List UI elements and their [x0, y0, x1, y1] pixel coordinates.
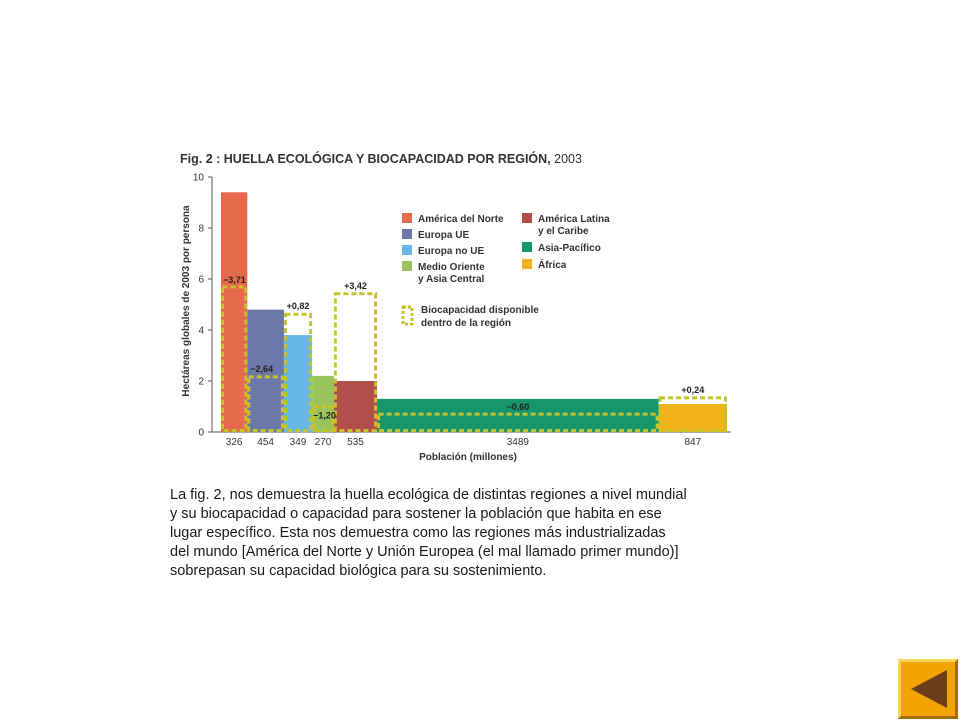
legend-swatch-b-0 [522, 213, 532, 223]
y-tick-label: 2 [198, 376, 204, 388]
delta-label-4: +3,42 [344, 280, 367, 291]
y-tick-label: 10 [192, 172, 204, 184]
caption-line: La fig. 2, nos demuestra la huella ecológica de distintas regiones a nivel mundial [170, 487, 687, 503]
legend-biocapacity-swatch [403, 307, 412, 324]
legend-swatch-b-2 [522, 259, 532, 269]
figure-title-main: : HUELLA ECOLÓGICA Y BIOCAPACIDAD POR REGIÓN, [212, 152, 551, 166]
y-tick-label: 6 [198, 274, 204, 286]
figure-title-year: 2003 [550, 152, 582, 166]
caption-line: y su biocapacidad o capacidad para sostener la población que habita en ese [170, 506, 662, 522]
legend [402, 213, 610, 329]
legend-swatch-b-1 [522, 242, 532, 252]
caption-line: del mundo [América del Norte y Unión Europea (el mal llamado primer mundo)] [170, 544, 679, 560]
legend-label-a-3-line1: Medio Oriente [418, 262, 485, 273]
bar-6 [659, 404, 727, 432]
legend-label-a-0: América del Norte [418, 214, 504, 225]
delta-label-2: +0,82 [286, 301, 310, 312]
delta-label-1: −2,64 [250, 363, 274, 374]
x-tick-label-5: 3489 [506, 437, 529, 448]
figure-title [180, 151, 582, 166]
triangle-left-icon [901, 662, 955, 716]
caption-line: lugar específico. Esta nos demuestra como las regiones más industrializadas [170, 525, 666, 541]
legend-label-b-0-line2: y el Caribe [538, 226, 589, 237]
legend-swatch-a-0 [402, 213, 412, 223]
y-axis-title: Hectáreas globales de 2003 por persona [181, 205, 192, 397]
x-axis-title: Población (millones) [419, 452, 517, 463]
delta-label-6: +0,24 [681, 384, 705, 395]
x-tick-label-0: 326 [225, 437, 243, 448]
legend-biocapacity-label-line2: dentro de la región [421, 318, 512, 329]
legend-label-a-3-line2: y Asia Central [418, 274, 485, 285]
y-tick-label: 0 [198, 427, 204, 439]
ecological-footprint-chart [170, 140, 770, 470]
legend-swatch-a-3 [402, 261, 412, 271]
x-tick-labels [226, 437, 702, 448]
back-button[interactable] [898, 659, 958, 719]
legend-label-b-0-line1: América Latina [538, 214, 610, 225]
x-tick-label-2: 349 [289, 437, 307, 448]
caption-paragraph [170, 486, 770, 581]
legend-swatch-a-2 [402, 245, 412, 255]
legend-label-a-2: Europa no UE [418, 246, 485, 257]
legend-label-b-2: África [538, 260, 567, 271]
bar-3 [312, 376, 334, 432]
legend-swatch-a-1 [402, 229, 412, 239]
bar-4 [334, 381, 377, 432]
delta-label-3: −1,20 [313, 410, 336, 421]
bar-0 [221, 192, 247, 432]
y-tick-label: 4 [198, 325, 204, 337]
x-tick-label-3: 270 [314, 437, 332, 448]
delta-label-5: −0,60 [506, 402, 530, 413]
delta-label-0: −3,71 [223, 274, 246, 285]
x-tick-label-4: 535 [347, 437, 364, 448]
bar-2 [284, 335, 312, 432]
legend-label-a-1: Europa UE [418, 230, 470, 241]
figure-title-prefix: Fig. 2 [180, 152, 213, 166]
caption-line: sobrepasan su capacidad biológica para su sostenimiento. [170, 563, 547, 579]
legend-label-b-1: Asia-Pacífico [538, 243, 601, 254]
x-tick-label-6: 847 [684, 437, 702, 448]
legend-biocapacity-label-line1: Biocapacidad disponible [421, 305, 539, 316]
x-tick-label-1: 454 [257, 437, 274, 448]
y-tick-label: 8 [198, 223, 204, 235]
